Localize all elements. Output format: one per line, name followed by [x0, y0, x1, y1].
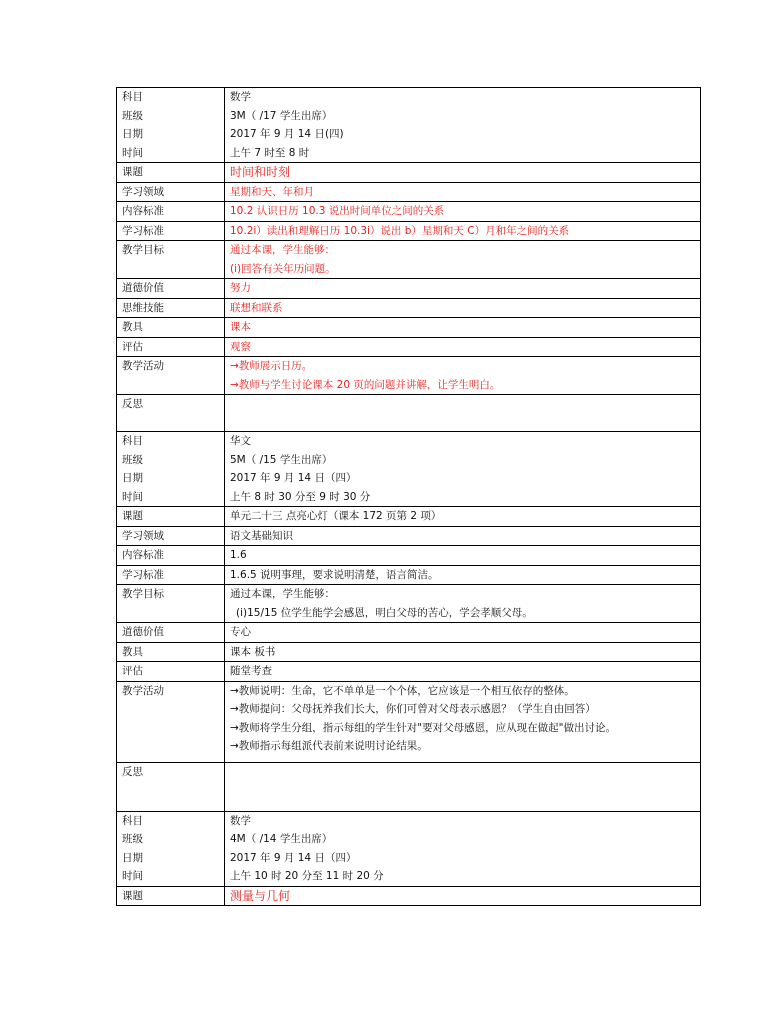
activity-line: →教师展示日历。	[230, 360, 313, 372]
teaching-aid-row	[117, 642, 701, 662]
date-value: 2017 年 9 月 14 日（四）	[230, 851, 357, 864]
row-label: 教学目标	[117, 241, 225, 279]
row-label: 课题	[117, 886, 225, 906]
lesson-info-row	[117, 88, 701, 163]
assessment-value: 观察	[225, 337, 701, 357]
date-value: 2017 年 9 月 14 日（四）	[230, 472, 357, 484]
info-labels	[117, 811, 225, 886]
learning-area-value: 星期和天、年和月	[225, 182, 701, 202]
content-standard-value: 1.6	[225, 546, 701, 566]
topic-row	[117, 886, 701, 906]
row-label: 反思	[117, 762, 225, 811]
class-label: 班级	[122, 453, 143, 466]
topic-value: 单元二十三 点亮心灯（课本 172 页第 2 项）	[225, 507, 701, 527]
objective-line: 通过本课，学生能够：	[230, 244, 335, 256]
activity-line: →教师指示每组派代表前来说明讨论结果。	[230, 740, 428, 752]
row-label: 学习标准	[117, 565, 225, 585]
row-label: 课题	[117, 163, 225, 183]
objective-value	[225, 241, 701, 279]
activity-row	[117, 681, 701, 762]
objective-row	[117, 241, 701, 279]
class-value: 4M（ /14 学生出席）	[230, 833, 333, 845]
assessment-value: 随堂考查	[225, 662, 701, 682]
activity-line: →教师说明：生命，它不单单是一个个体，它应该是一个相互依存的整体。	[230, 684, 575, 697]
topic-row	[117, 507, 701, 527]
reflection-row	[117, 762, 701, 811]
time-label: 时间	[122, 870, 143, 882]
teaching-aid-row	[117, 318, 701, 338]
row-label: 内容标准	[117, 202, 225, 222]
subject-value: 数学	[230, 91, 251, 103]
activity-line: →教师与学生讨论课本 20 页的问题并讲解，让学生明白。	[230, 378, 501, 391]
topic-value: 测量与几何	[225, 886, 701, 906]
learning-area-value: 语文基础知识	[225, 526, 701, 546]
activity-value	[225, 681, 701, 762]
subject-label: 科目	[122, 91, 143, 103]
class-label: 班级	[122, 109, 143, 122]
content-standard-row	[117, 546, 701, 566]
info-labels	[117, 88, 225, 163]
row-label: 思维技能	[117, 298, 225, 318]
row-label: 道德价值	[117, 623, 225, 643]
row-label: 内容标准	[117, 546, 225, 566]
time-value: 上午 8 时 30 分至 9 时 30 分	[230, 490, 371, 503]
subject-label: 科目	[122, 435, 143, 447]
row-label: 教学活动	[117, 681, 225, 762]
activity-row	[117, 357, 701, 395]
time-label: 时间	[122, 490, 143, 503]
subject-value: 数学	[230, 814, 251, 827]
time-label: 时间	[122, 146, 143, 159]
reflection-value[interactable]	[225, 762, 701, 811]
content-standard-row	[117, 202, 701, 222]
learning-standard-row	[117, 565, 701, 585]
row-label: 教学目标	[117, 585, 225, 623]
learning-standard-row	[117, 221, 701, 241]
class-label: 班级	[122, 833, 143, 845]
lesson-plan-table	[116, 87, 701, 906]
row-label: 课题	[117, 507, 225, 527]
info-values	[225, 432, 701, 507]
class-value: 5M（ /15 学生出席）	[230, 453, 333, 466]
topic-value: 时间和时刻	[225, 163, 701, 183]
row-label: 道德价值	[117, 279, 225, 299]
moral-value-value: 努力	[225, 279, 701, 299]
info-values	[225, 811, 701, 886]
thinking-skill-row	[117, 298, 701, 318]
row-label: 评估	[117, 337, 225, 357]
learning-area-row	[117, 182, 701, 202]
teaching-aid-value: 课本 板书	[225, 642, 701, 662]
row-label: 学习标准	[117, 221, 225, 241]
objective-value	[225, 585, 701, 623]
assessment-row	[117, 337, 701, 357]
subject-label: 科目	[122, 814, 143, 827]
time-value: 上午 10 时 20 分至 11 时 20 分	[230, 870, 384, 882]
info-values	[225, 88, 701, 163]
moral-value-row	[117, 279, 701, 299]
row-label: 教具	[117, 642, 225, 662]
objective-line: 通过本课，学生能够：	[230, 588, 335, 600]
row-label: 教学活动	[117, 357, 225, 395]
subject-value: 华文	[230, 435, 251, 447]
objective-line: (i)15/15 位学生能学会感恩，明白父母的苦心，学会孝顺父母。	[236, 606, 533, 619]
activity-line: →教师提问：父母抚养我们长大，你们可曾对父母表示感恩？（学生自由回答）	[230, 703, 596, 715]
assessment-row	[117, 662, 701, 682]
reflection-row	[117, 395, 701, 432]
row-label: 反思	[117, 395, 225, 432]
date-label: 日期	[122, 851, 143, 864]
objective-row	[117, 585, 701, 623]
row-label: 学习领域	[117, 182, 225, 202]
activity-line: →教师将学生分组，指示每组的学生针对"要对父母感恩，应从现在做起"做出讨论。	[230, 721, 616, 734]
learning-area-row	[117, 526, 701, 546]
date-label: 日期	[122, 128, 143, 140]
row-label: 教具	[117, 318, 225, 338]
lesson-info-row	[117, 811, 701, 886]
thinking-skill-value: 联想和联系	[225, 298, 701, 318]
moral-value-row	[117, 623, 701, 643]
activity-value	[225, 357, 701, 395]
objective-line: (i)回答有关年历问题。	[230, 262, 336, 275]
reflection-value[interactable]	[225, 395, 701, 432]
topic-row	[117, 163, 701, 183]
row-label: 评估	[117, 662, 225, 682]
lesson-info-row	[117, 432, 701, 507]
learning-standard-value: 1.6.5 说明事理，要求说明清楚，语言简洁。	[225, 565, 701, 585]
learning-standard-value: 10.2i）读出和理解日历 10.3i）说出 b）星期和天 C）月和年之间的关系	[225, 221, 701, 241]
class-value: 3M（ /17 学生出席）	[230, 109, 333, 122]
teaching-aid-value: 课本	[225, 318, 701, 338]
row-label: 学习领域	[117, 526, 225, 546]
time-value: 上午 7 时至 8 时	[230, 146, 310, 159]
content-standard-value: 10.2 认识日历 10.3 说出时间单位之间的关系	[225, 202, 701, 222]
date-value: 2017 年 9 月 14 日(四)	[230, 128, 344, 140]
info-labels	[117, 432, 225, 507]
moral-value-value: 专心	[225, 623, 701, 643]
date-label: 日期	[122, 472, 143, 484]
